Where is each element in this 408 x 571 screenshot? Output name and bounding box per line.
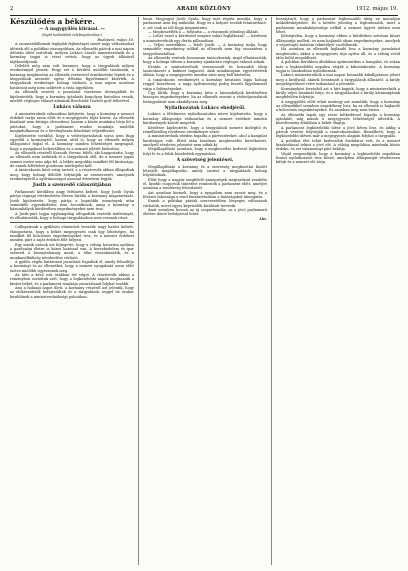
paragraph: Úgy hírlik, hogy a kormány kész a házszabályok kérdésében bizonyos engedményekre, ha az ellenzék viszont a véderőjavaslatok letárgyalását nem akadályozza meg. (143, 90, 267, 104)
page-number: 2 (10, 6, 14, 12)
paragraph: A gyűlés végén határozati javaslatot fogadtak el, amely felszólítja a kormányt és az ellenzéket, hogy a nemzet nyugalmát szem előtt tartva mielőbb egyezzenek meg. (10, 260, 134, 273)
paragraph: — Megbeszélték a — folytatta — a viszonyok jelenlegi állását. (148, 30, 259, 35)
paragraph: Lukács miniszterelnök a mai napon hosszabb kihallgatáson jelent meg a királynál, akinek beszámolt a tárgyalások állásáról. A király megelégedéssel vette tudomásul a jelentést. (276, 73, 400, 87)
paragraph: Az ellenzéki vezérek hosszasan tanácskoztak, majd elhatározták, hogy a holnapi ülésen a kormány ajánlatára végleges választ adnak. (143, 56, 267, 65)
paragraph: Az ellenzék részéről Kossuth Ferenc felelt, aki hangoztatta, hogy az ellenzék nem zárkózik el a tárgyalások elől, de a nemzet jogait semmi esetre sem adja fel. A békés megoldás mindkét fél kívánsága, de ennek feltételeit gondosan mérlegelni kell. (10, 150, 134, 168)
paragraph: A miniszterelnök ebéden fogadta a pártvezéreket, ahol a hangulat barátságos volt. Ebéd után bizalmas megbeszélés következett, amelyről részletes jelentést nem adtak ki. (143, 134, 267, 147)
section-heading: A szövetség jelentései. (176, 157, 234, 163)
issue-date: 1912. május 19. (355, 6, 398, 12)
column-divider (271, 17, 272, 565)
paragraph: Előtt hogy a nagyúr megfelelő ünnepségek megtartását rendelte el, kisebb csoportok tüntetést rendeztek a parlament előtt, amelyet azonban a rendőrség feloszlatott. (143, 177, 267, 191)
section-heading: Lukács válasza (53, 105, 91, 111)
paragraph: lenni. Megjegyzi Justh Gyula, hogy már régóta mondja, hogy a parlament nem fog működni. Hogy ez a helyzet tovább fenntartható-e, azt csak az idő fogja megmutatni. (143, 17, 267, 30)
paragraph: Amit szemben hosszú az új csoportosulás, az a jövő parlamenti életére döntő befolyással lehet. (143, 207, 267, 217)
column-1 (10, 17, 134, 565)
paragraph: — Teljes mértékben — felelt Justh. — A kormány tudja, hogy semmiféle engedmény nélkül az ellenzék nem fog visszatérni a tárgyalóasztalhoz. (143, 43, 267, 56)
paragraph: A tanácskozás késő estig tartott, s a résztvevők abban állapodtak meg, hogy holnap délelőtt folytatják az eszmecserét, amelynek eredményéről a nyilvánosságot azonnal értesíteni fogják. (10, 168, 134, 181)
article-signature: Lin. (259, 216, 267, 221)
column-2 (143, 17, 267, 565)
paragraph: A tanácskozás eredményét a kormány hivatalos lapja holnap reggel közzéteszi, a nagy nyilvánosság pedig feszült figyelemmel várja a fejleményeket. (143, 77, 267, 91)
paragraph: A nagygyűlés előtt tehát mintegy azt mondták, hogy a kormány az ellenzékkel szemben engedékeny lesz, ha az ellenzék is hajlandó a kölcsönös engedményekre. Ez azonban még nem biztos. (276, 99, 400, 113)
paragraph: Délelőtt még nem volt bizonyos, hogy a tárgyalások milyen eredménnyel járnak. Hogy ezt a kérdést mielőbb tisztázzák, a kormány megbízottai az ellenzék vezéreivel érintkezésbe léptek és a tárgyalások menetét egész délután figyelemmel kísérték. A tárgyalások eredménye holnap várható, a mai napon azonban határozat még nem született a vitás ügyekben. (10, 64, 134, 90)
paragraph: A Justh-párt tagjai egyhangúlag elfogadták vezérük indítványát, és elhatározták, hogy a holnapi tárgyalásokon nem vesznek részt. (10, 211, 134, 220)
paragraph: A politikai körökben általában optimisztikus a hangulat, és sokan már a legközelebbi napokra várják a kibontakozást. A kormány tagjai is bizakodóan nyilatkoznak. (276, 60, 400, 74)
paragraph: A miniszterelnök válaszában kifejtette, hogy a kormány a nemzet érdekét tartja szem előtt és a megegyezés útját keresi. Az ellenzék bizalmát nem kívánja elveszíteni, hanem a közös munkára hívja fel a pártokat, hogy a parlament rendes munkája mielőbb megindulhasson és a törvényhozás feladatait teljesíthesse. (10, 111, 134, 134)
header-rule (10, 15, 398, 16)
paragraph: Ennek a politikai pártok szervezetében lényeges változások várhatók, mivel egyes képviselők kiválását tervezik. (143, 199, 267, 208)
paragraph: Kormányköri forrásból azt a hírt kapjuk, hogy a miniszterelnök a király teljes bizalmát bírja, és a tárgyalásokat a király kívánságának megfelelően folytatja. (276, 86, 400, 100)
paragraph: Az ülés a késő esti órákban ért véget. A résztvevők abban a reményben oszlottak szét, hogy a legközelebbi napok meghozzák a kívánt békét, és a parlament munkája zavartalanul folyhat tovább. (10, 273, 134, 286)
article-kicker: — A nagygyűlés kiírásai. — (39, 27, 105, 32)
section-separator (10, 222, 134, 223)
paragraph: Egy másik szónok azt fejtegette, hogy a válság hosszúra nyúlása a gazdasági életre is káros hatással van. A kereskedelem és ipar szenved a bizonytalanság miatt, a tőke visszahúzódik, és a munkanélküliség növekedése várható. (10, 242, 134, 260)
paragraph: Kijelentette továbbá, hogy a véderőjavaslatok sorsa nem függ egyedül a kormánytól, hanem attól is, hogy az ellenzék milyen álláspontot foglal el. A kormány minden lehetőséget megragad, hogy a nyugalmat helyreállítsa és a nemzet jólétét biztosítsa. (10, 133, 134, 151)
article-dateline: Budapest, május 18. (97, 38, 134, 43)
paragraph: Megállapítható azonban, hogy a megbeszélés kedvező légkörben folyt le és a felek közeledtek egymáshoz. (143, 147, 267, 156)
paragraph: Parlamenti körökben nagy feltűnést keltett, hogy Justh Gyula pártja tegnapi értekezletén élesen bírálta a kormány magatartását. Justh kijelentette, hogy pártja a legutóbbi események után semmiféle egyezkedésbe nem bocsátkozik, amíg a kormány a házszabályok kérdésében engedményeket nem tesz. (10, 189, 134, 212)
column-3 (276, 17, 400, 565)
paragraph: hozzájárult, hogy a parlament leghosszabb ideig ne maradjon működésképtelen. Ez a kérdés jelenleg a legfontosabb, mert a parlament munkaképessége nélkül a nemzet ügyeit intézni nem lehet. (276, 17, 400, 35)
article-title: Készülődés a békére. (10, 17, 95, 26)
paragraph: Kérdésre kijelentette, hogy a tárgyalások menete kielégítő és remélhetőleg rövidesen eredményre vezet. (143, 125, 267, 134)
column-divider (138, 17, 139, 565)
paragraph: Az ellenzéki lapok egy része kétkedéssel fogadja a kormány ajánlatát, míg mások a megegyezés lehetőségét üdvözlik. A közvélemény általában a békét óhajtja. (276, 112, 400, 126)
paragraph: Kétségtelen, hogy a kormány ebben a kérdésben szívósan kitart álláspontja mellett, és nem hajlandó olyan engedményekre, amelyek a végrehajtó hatalom tekintélyét csorbítanák. (276, 34, 400, 48)
paragraph: Végül megemlítjük, hogy a kormány a legközelebbi napokban fontos nyilatkozatot tesz közzé, amelyben álláspontját részletesen kifejti és a nemzet elé tárja. (276, 151, 400, 165)
paragraph: A politikai élet tehát kedvezőbb fordulatot vett, és a nemzet bizakodással tekint a jövő elé. A válság megoldása mindenki közös érdeke, és ezt valamennyi párt belátja. (276, 138, 400, 152)
paragraph: Ha azonban az ellenzék hajlandó lesz a kormány javaslatait megfontolni, akkor a megegyezés útja nyitva áll, és a válság rövid időn belül megoldható. (276, 47, 400, 61)
page-header (10, 5, 398, 14)
paragraph: Az ellenzék vezetői a javaslatot tüzetesen átvizsgálták és kijelentették, hogy a kormány ajánlatát komolyan fontolóra veszik, mielőtt végleges választ adnának Berchtold Tisztelt gróf ítéletével. (10, 90, 134, 103)
paragraph: Azt azonban kiemeli, hogy a nyugalom nem zavart meg, és a főváros lakossága a rend fenntartásában a hatóságokat támogatta. (143, 190, 267, 199)
section-heading: Nyilatkozatok Lukács ebédjéről. (164, 105, 246, 111)
paragraph: — Lehet ezzel a kérdéssel ennyire sokat foglalkozni? — kérdezte a miniszterelnök egy derűs pillanatban. (143, 34, 267, 43)
paragraph: A szomszédállamok legújabb fejleményei ismét nagy változásokat idéztek elő a politikai viszonyokban. Az ellenzéki pártok a mai napon délután ülést tartottak, melyen Lukács László miniszterelnök és a kormány tagjai is részt vettek, hogy az ügyek állásáról tájékozódjanak. (10, 42, 134, 64)
paragraph: Callegarinak a gyűlésen elmondott beszéde nagy hatást keltett. Hangoztatta, hogy a békés megegyezés csak úgy lehetséges, ha mindkét fél kölcsönös engedményeket tesz, és a nemzet érdekeit minden párt a saját érdekei fölé helyezi. (10, 225, 134, 243)
paragraph: Ezután a miniszterelnök visszavonult és hosszabb ideig tanácskozott a kabinet tagjaival, akik mindannyian egyetértettek abban, hogy a megegyezést minden áron meg kell kísérelni. (143, 64, 267, 78)
masthead: ARADI KÖZLÖNY (176, 6, 232, 12)
paragraph: Lukács a félelmetes nyilatkozatokra nézve kijelentette, hogy a kormány álláspontja változatlan és a nemzet érdekeit minden körülmények között megvédi. (143, 112, 267, 126)
paragraph: Megállapítható a kormány és a szövetség megbízottai között létrejött megállapodás, amely szerint a tárgyalások holnap folytatódnak. (143, 164, 267, 178)
paragraph: A parlament legközelebbi ülése a jövő héten lesz, és addig a pártok vezérei folytatják a tanácskozásokat. Remélhető, hogy a legközelebbi ülésen már a megegyezés alapján folyhat a tárgyalás. (276, 125, 400, 139)
section-heading: Justh a szenvedő válaszútjában (32, 183, 112, 189)
article-byline: (Saját tudósítónk telefonjelentése.) (41, 32, 103, 37)
paragraph: Ami a holnapi napot illeti, a kormány részéről azt jelentik, hogy az előkészületek befejeződtek és a tárgyalások reggel tíz órakor kezdődnek a miniszterelnökségi palotában. (10, 286, 134, 299)
